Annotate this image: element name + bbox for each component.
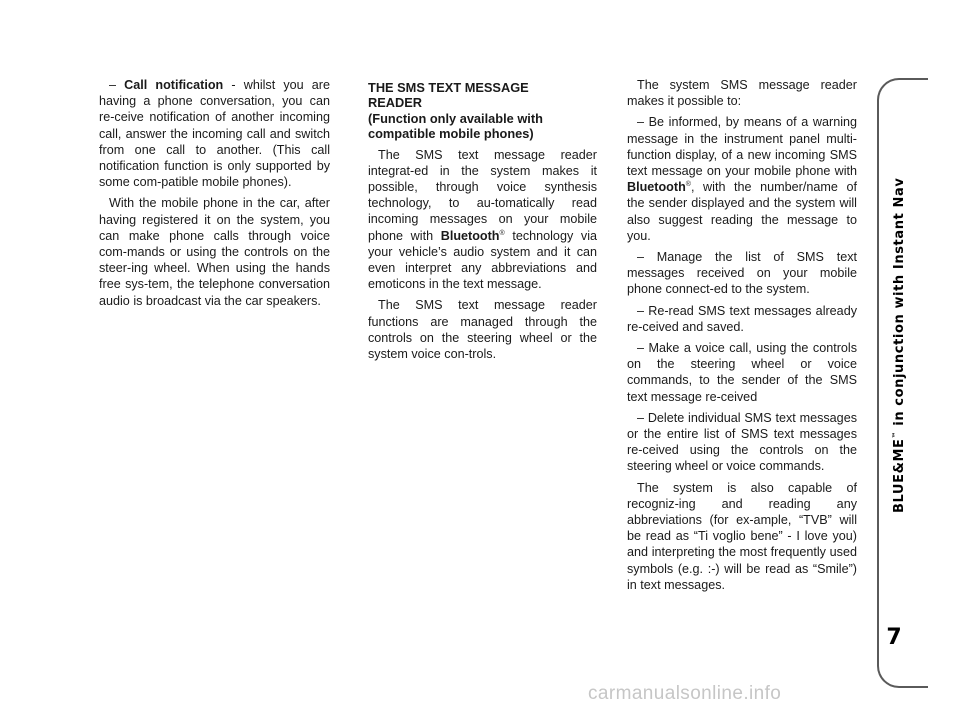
capability-item: – Re-read SMS text messages already re-ceived and saved. [627,303,857,334]
dash: – [109,78,125,92]
paragraph-text: , with the number/name of the sender displayed and the system will also suggest reading the message to you. [627,180,857,243]
call-notification-text: - whilst you are having a phone conversation, you can re-ceive notification of another incoming call, answer the incoming call and switch from one call to another. (This call notification function is only supported by some com-patible mobile phones). [99,78,330,190]
capability-item: – Make a voice call, using the controls on the steering wheel or voice commands, to the sender of the SMS text message re-ceived [627,341,857,404]
registered-mark: ® [499,229,505,237]
right-column [627,77,857,598]
call-notification-paragraph [99,77,330,190]
section-title-brand: BLUE&ME [892,438,907,513]
capability-item: – Manage the list of SMS text messages received on your mobile phone connect-ed to the system. [627,250,857,297]
heading-line: READER [368,95,423,111]
abbreviations-paragraph: The system is also capable of recogniz-ing and reading any abbreviations (for ex-ample, “TVB” will be read as “Ti voglio bene” - I love you) and interpreting the most frequently used symbols (e.g. :-) will be read as “Smile”) in text messages. [627,480,857,592]
sms-reader-heading [368,80,597,142]
watermark: carmanualsonline.info [588,683,782,704]
registered-mark: ® [685,181,691,189]
middle-column [368,77,597,367]
heading-line: compatible mobile phones) [368,126,534,142]
heading-line: THE SMS TEXT MESSAGE [368,80,529,95]
bluetooth-term: Bluetooth [627,180,686,195]
capability-item: – Delete individual SMS text messages or the entire list of SMS text messages re-ceived using the controls on the steering wheel or voice commands. [627,410,857,474]
paragraph-text: The SMS text message reader integrat-ed in the system makes it possible, through voice synthesis technology, to au-tomatically read incoming messages on your mobile phone with [368,147,597,243]
sms-reader-capabilities-intro: The system SMS message reader makes it possible to: [627,78,857,109]
sms-reader-intro-paragraph [368,147,597,293]
call-notification-term: Call notification [124,78,224,92]
capability-item [627,114,857,244]
paragraph-text: technology via your vehicle’s audio system and it can even interpret any abbreviations and emoticons in the text message. [368,228,597,292]
section-title-rest: in conjunction with Instant Nav [892,177,907,431]
mobile-phone-paragraph: With the mobile phone in the car, after having registered it on the system, you can make phone calls through voice com-mands or using the controls on the steer-ing wheel. When using the hands free sys-tem, the telephone conversation audio is broadcast via the car speakers. [99,196,330,308]
paragraph-text: – Be informed, by means of a warning message in the instrument panel multi-function display, of a new incoming SMS text message on your mobile phone with [627,115,857,179]
bluetooth-term: Bluetooth [440,228,500,243]
left-column [99,77,330,314]
trademark-mark: ™ [891,430,900,439]
heading-line: (Function only available with [368,110,543,126]
section-title [892,178,907,513]
sms-reader-controls-paragraph: The SMS text message reader functions are managed through the controls on the steering wheel or the system voice con-trols. [368,298,597,362]
page-number: 7 [886,625,902,650]
